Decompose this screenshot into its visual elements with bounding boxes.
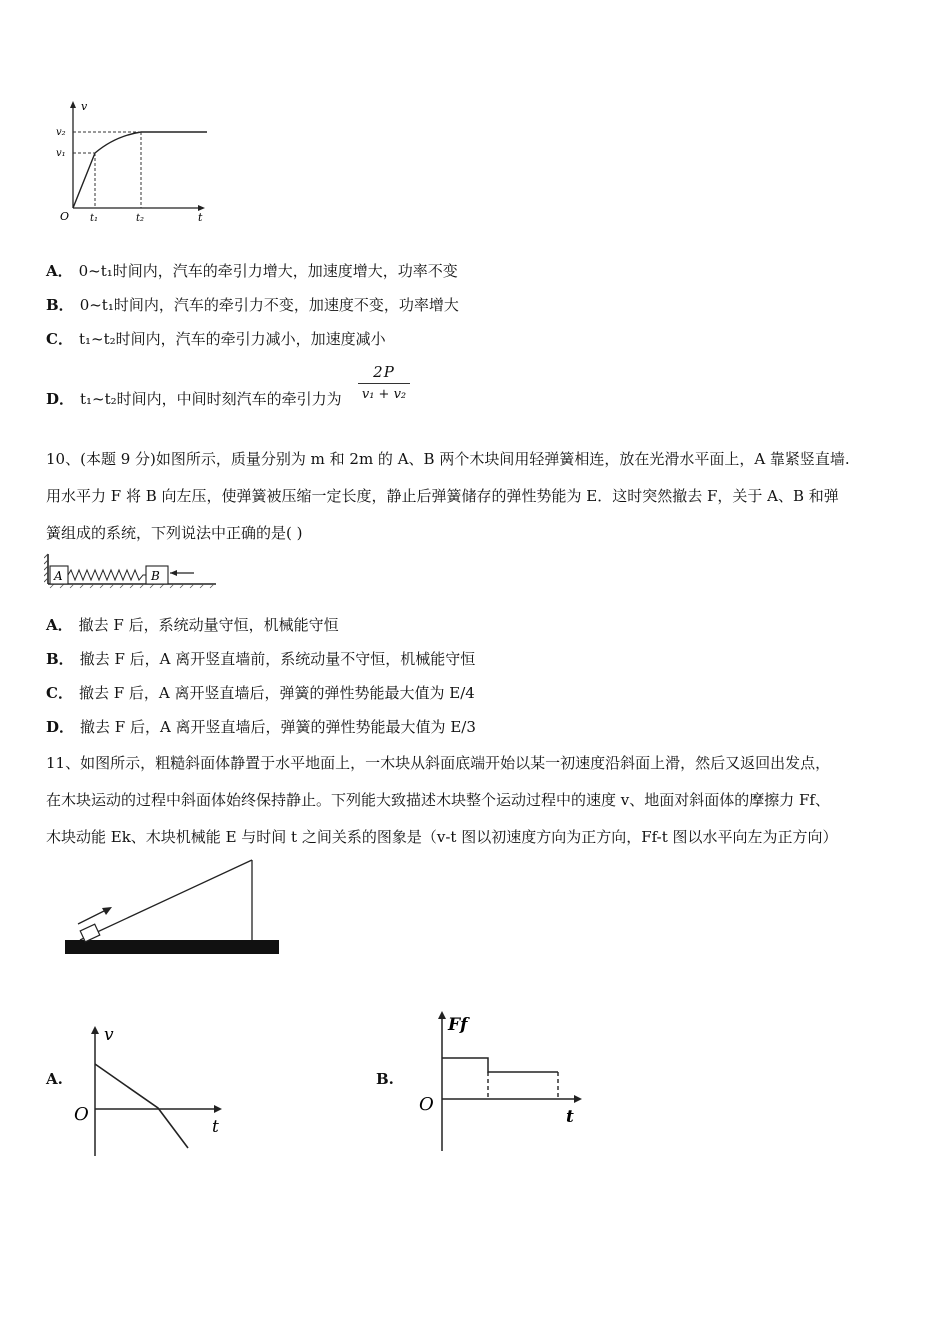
q9-option-a[interactable] — [46, 261, 458, 281]
q9-option-d[interactable] — [46, 389, 342, 409]
label-t1: t₁ — [90, 213, 99, 224]
ground-bar — [65, 940, 279, 954]
graph-b-ft-step — [442, 1058, 558, 1072]
option-letter: B． — [46, 650, 74, 668]
graph-b-label-t: t — [566, 1107, 574, 1127]
force-arrow-head — [170, 570, 177, 576]
v-axis-arrow — [70, 101, 76, 108]
vt-graph-figure — [55, 98, 215, 228]
incline-slope — [80, 860, 252, 940]
option-text: 0~t₁时间内，汽车的牵引力不变，加速度不变，功率增大 — [79, 296, 459, 314]
option-letter: C． — [46, 330, 73, 348]
option-text: 撤去 F 后，A 离开竖直墙后，弹簧的弹性势能最大值为 E/3 — [80, 718, 476, 736]
option-text: 0~t₁时间内，汽车的牵引力增大，加速度增大，功率不变 — [78, 262, 458, 280]
q10-stem-line3: 簧组成的系统，下列说法中正确的是( ) — [46, 524, 303, 542]
label-v1: v₁ — [56, 148, 66, 159]
motion-arrow-line — [78, 910, 106, 924]
graph-a-label-origin: O — [74, 1104, 89, 1125]
graph-a-t-arrow — [214, 1105, 222, 1113]
q9-option-c[interactable] — [46, 329, 386, 349]
option-text: 撤去 F 后，A 离开竖直墙前，系统动量不守恒，机械能守恒 — [79, 650, 476, 668]
label-t2: t₂ — [136, 213, 145, 224]
q11-stem-line2: 在木块运动的过程中斜面体始终保持静止。下列能大致描述木块整个运动过程中的速度 v、地面对斜面体的摩擦力 Ff、 — [46, 791, 830, 809]
q11-graph-a[interactable] — [70, 1022, 230, 1162]
option-letter: B． — [46, 296, 74, 314]
spring — [68, 570, 146, 580]
q10-option-c[interactable] — [46, 683, 475, 703]
incline-figure — [60, 852, 285, 967]
q10-stem-line1: 10、(本题 9 分)如图所示，质量分别为 m 和 2m 的 A、B 两个木块间用轻弹簧相连，放在光滑水平面上，A 靠紧竖直墙. — [46, 450, 850, 468]
q10-option-d[interactable] — [46, 717, 476, 737]
option-letter: D． — [46, 718, 75, 736]
block-b-label: B — [151, 569, 160, 583]
spring-blocks-figure — [44, 552, 219, 590]
fraction-denominator: v₁ + v₂ — [361, 387, 407, 402]
fraction-bar — [358, 383, 410, 384]
graph-a-vt-line — [95, 1064, 188, 1148]
label-t: t — [198, 211, 203, 224]
q11-graph-b[interactable] — [412, 1006, 592, 1156]
option-letter: D． — [46, 390, 75, 408]
option-letter: A． — [46, 616, 73, 634]
q10-option-a[interactable] — [46, 615, 339, 635]
option-text: t₁~t₂时间内，汽车的牵引力减小，加速度减小 — [78, 330, 386, 348]
q10-option-b[interactable] — [46, 649, 475, 669]
q11-stem-line3: 木块动能 Ek、木块机械能 E 与时间 t 之间关系的图象是（v-t 图以初速度方向为正方向，Ff-t 图以水平向左为正方向） — [46, 828, 838, 846]
graph-b-t-arrow — [574, 1095, 582, 1103]
graph-b-f-arrow — [438, 1011, 446, 1019]
q11-option-b-label[interactable]: B. — [376, 1070, 394, 1088]
graph-a-label-v: v — [104, 1025, 114, 1045]
block-a-label: A — [54, 569, 63, 583]
vt-curve — [73, 132, 207, 208]
option-text: t₁~t₂时间内，中间时刻汽车的牵引力为 — [80, 390, 342, 408]
q11-stem-line1: 11、如图所示，粗糙斜面体静置于水平地面上，一木块从斜面底端开始以某一初速度沿斜面上滑，然后又返回出发点， — [46, 754, 831, 772]
traction-force-fraction — [358, 362, 410, 404]
label-origin: O — [60, 210, 70, 223]
option-letter: A． — [46, 262, 73, 280]
graph-b-label-f: Ff — [448, 1015, 468, 1035]
q11-option-a-label[interactable]: A. — [46, 1070, 63, 1088]
q9-option-b[interactable] — [46, 295, 459, 315]
q10-stem-line2: 用水平力 F 将 B 向左压，使弹簧被压缩一定长度，静止后弹簧储存的弹性势能为 E．这时突然撤去 F，关于 A、B 和弹 — [46, 487, 839, 505]
label-v: v — [81, 100, 88, 113]
graph-a-v-arrow — [91, 1026, 99, 1034]
label-v2: v₂ — [56, 127, 66, 138]
option-text: 撤去 F 后，系统动量守恒，机械能守恒 — [78, 616, 339, 634]
graph-b-label-origin: O — [419, 1094, 434, 1115]
option-letter: C． — [46, 684, 73, 702]
option-text: 撤去 F 后，A 离开竖直墙后，弹簧的弹性势能最大值为 E/4 — [78, 684, 475, 702]
fraction-numerator: 2P — [373, 363, 395, 381]
graph-a-label-t: t — [212, 1117, 219, 1137]
